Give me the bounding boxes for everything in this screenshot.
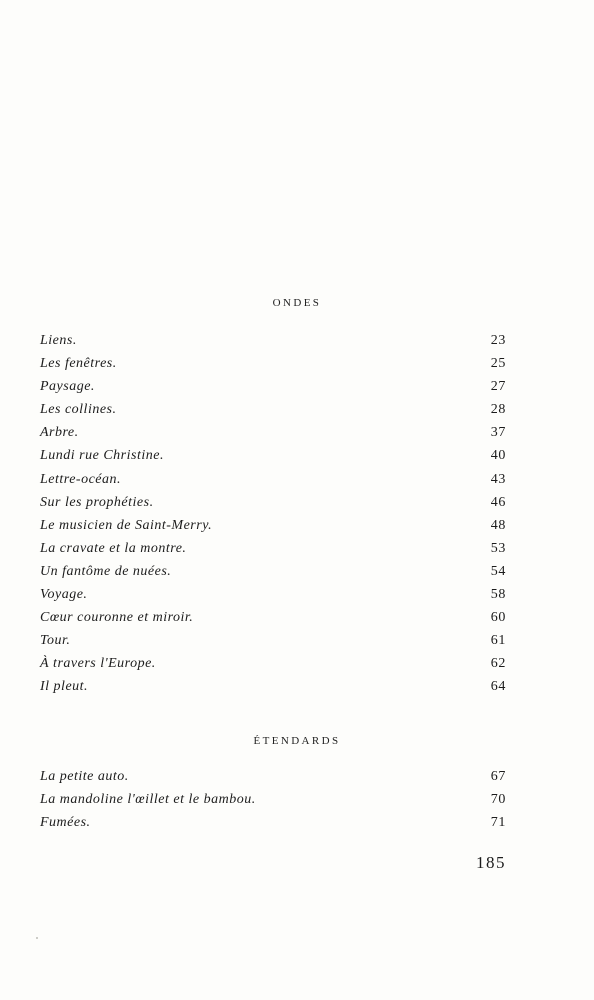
toc-entry[interactable] bbox=[40, 329, 506, 352]
toc-entry-title[interactable]: Lundi rue Christine. bbox=[40, 448, 164, 464]
toc-entry[interactable] bbox=[40, 468, 506, 491]
toc-entry[interactable] bbox=[40, 765, 506, 788]
toc-entry[interactable] bbox=[40, 444, 506, 467]
toc-entry-page: 62 bbox=[490, 656, 506, 672]
page-number: 185 bbox=[476, 853, 506, 872]
toc-entry[interactable] bbox=[40, 629, 506, 652]
toc-entry-title[interactable]: Tour. bbox=[40, 633, 71, 649]
toc-entry-title[interactable]: Lettre-océan. bbox=[40, 471, 122, 487]
toc-entry-page: 27 bbox=[490, 379, 506, 395]
section-heading-etendards: ÉTENDARDS bbox=[253, 735, 341, 747]
toc-entry-title[interactable]: Paysage. bbox=[40, 379, 95, 395]
toc-entry-title[interactable]: La petite auto. bbox=[40, 769, 129, 784]
toc-entry-page: 67 bbox=[490, 769, 506, 784]
toc-entry[interactable] bbox=[40, 352, 506, 375]
toc-entry-title[interactable]: Fumées. bbox=[40, 815, 91, 831]
toc-entry-page: 70 bbox=[490, 792, 506, 808]
toc-entry-title[interactable]: La cravate et la montre. bbox=[40, 540, 187, 556]
toc-entry-page: 23 bbox=[490, 333, 506, 348]
toc-entry-page: 40 bbox=[490, 448, 506, 464]
toc-entry-page: 28 bbox=[490, 402, 506, 418]
toc-entry[interactable] bbox=[40, 606, 506, 629]
toc-entry-title[interactable]: La mandoline l'œillet et le bambou. bbox=[40, 792, 256, 808]
toc-entry-page: 58 bbox=[490, 587, 506, 603]
section-heading-ondes: ONDES bbox=[272, 297, 322, 309]
toc-entry-title[interactable]: Liens. bbox=[40, 333, 77, 348]
toc-entry-page: 48 bbox=[490, 517, 506, 533]
toc-entry-page: 37 bbox=[490, 425, 506, 441]
toc-entry-title[interactable]: Les fenêtres. bbox=[40, 356, 117, 372]
toc-entry-title[interactable]: Cœur couronne et miroir. bbox=[40, 610, 194, 626]
toc-entry-page: 64 bbox=[490, 679, 506, 695]
toc-entry-page: 71 bbox=[490, 815, 506, 831]
toc-entry-title[interactable]: Les collines. bbox=[40, 402, 117, 418]
toc-entry[interactable] bbox=[40, 788, 506, 811]
toc-entry-title[interactable]: Le musicien de Saint-Merry. bbox=[40, 517, 213, 533]
toc-entry-title[interactable]: À travers l'Europe. bbox=[40, 656, 156, 672]
toc-entry-page: 53 bbox=[490, 540, 506, 556]
toc-entry-page: 54 bbox=[490, 563, 506, 579]
toc-entry-page: 61 bbox=[490, 633, 506, 649]
toc-entry[interactable] bbox=[40, 560, 506, 583]
toc-entry[interactable] bbox=[40, 491, 506, 514]
toc-entry-page: 43 bbox=[490, 471, 506, 487]
toc-entry-title[interactable]: Sur les prophéties. bbox=[40, 494, 154, 510]
toc-list-ondes bbox=[40, 329, 506, 699]
toc-entry[interactable] bbox=[40, 398, 506, 421]
toc-entry-title[interactable]: Il pleut. bbox=[40, 679, 89, 695]
toc-entry[interactable] bbox=[40, 583, 506, 606]
toc-entry[interactable] bbox=[40, 811, 506, 834]
toc-entry[interactable] bbox=[40, 514, 506, 537]
toc-entry-title[interactable]: Arbre. bbox=[40, 425, 79, 441]
paper-speck bbox=[36, 937, 38, 939]
toc-entry-title[interactable]: Voyage. bbox=[40, 587, 88, 603]
toc-list-etendards bbox=[40, 765, 506, 834]
toc-entry-page: 46 bbox=[490, 494, 506, 510]
toc-entry-page: 25 bbox=[490, 356, 506, 372]
toc-entry-title[interactable]: Un fantôme de nuées. bbox=[40, 563, 172, 579]
toc-entry[interactable] bbox=[40, 652, 506, 675]
toc-entry[interactable] bbox=[40, 375, 506, 398]
toc-entry-page: 60 bbox=[490, 610, 506, 626]
toc-entry[interactable] bbox=[40, 675, 506, 698]
toc-entry[interactable] bbox=[40, 421, 506, 444]
toc-entry[interactable] bbox=[40, 537, 506, 560]
